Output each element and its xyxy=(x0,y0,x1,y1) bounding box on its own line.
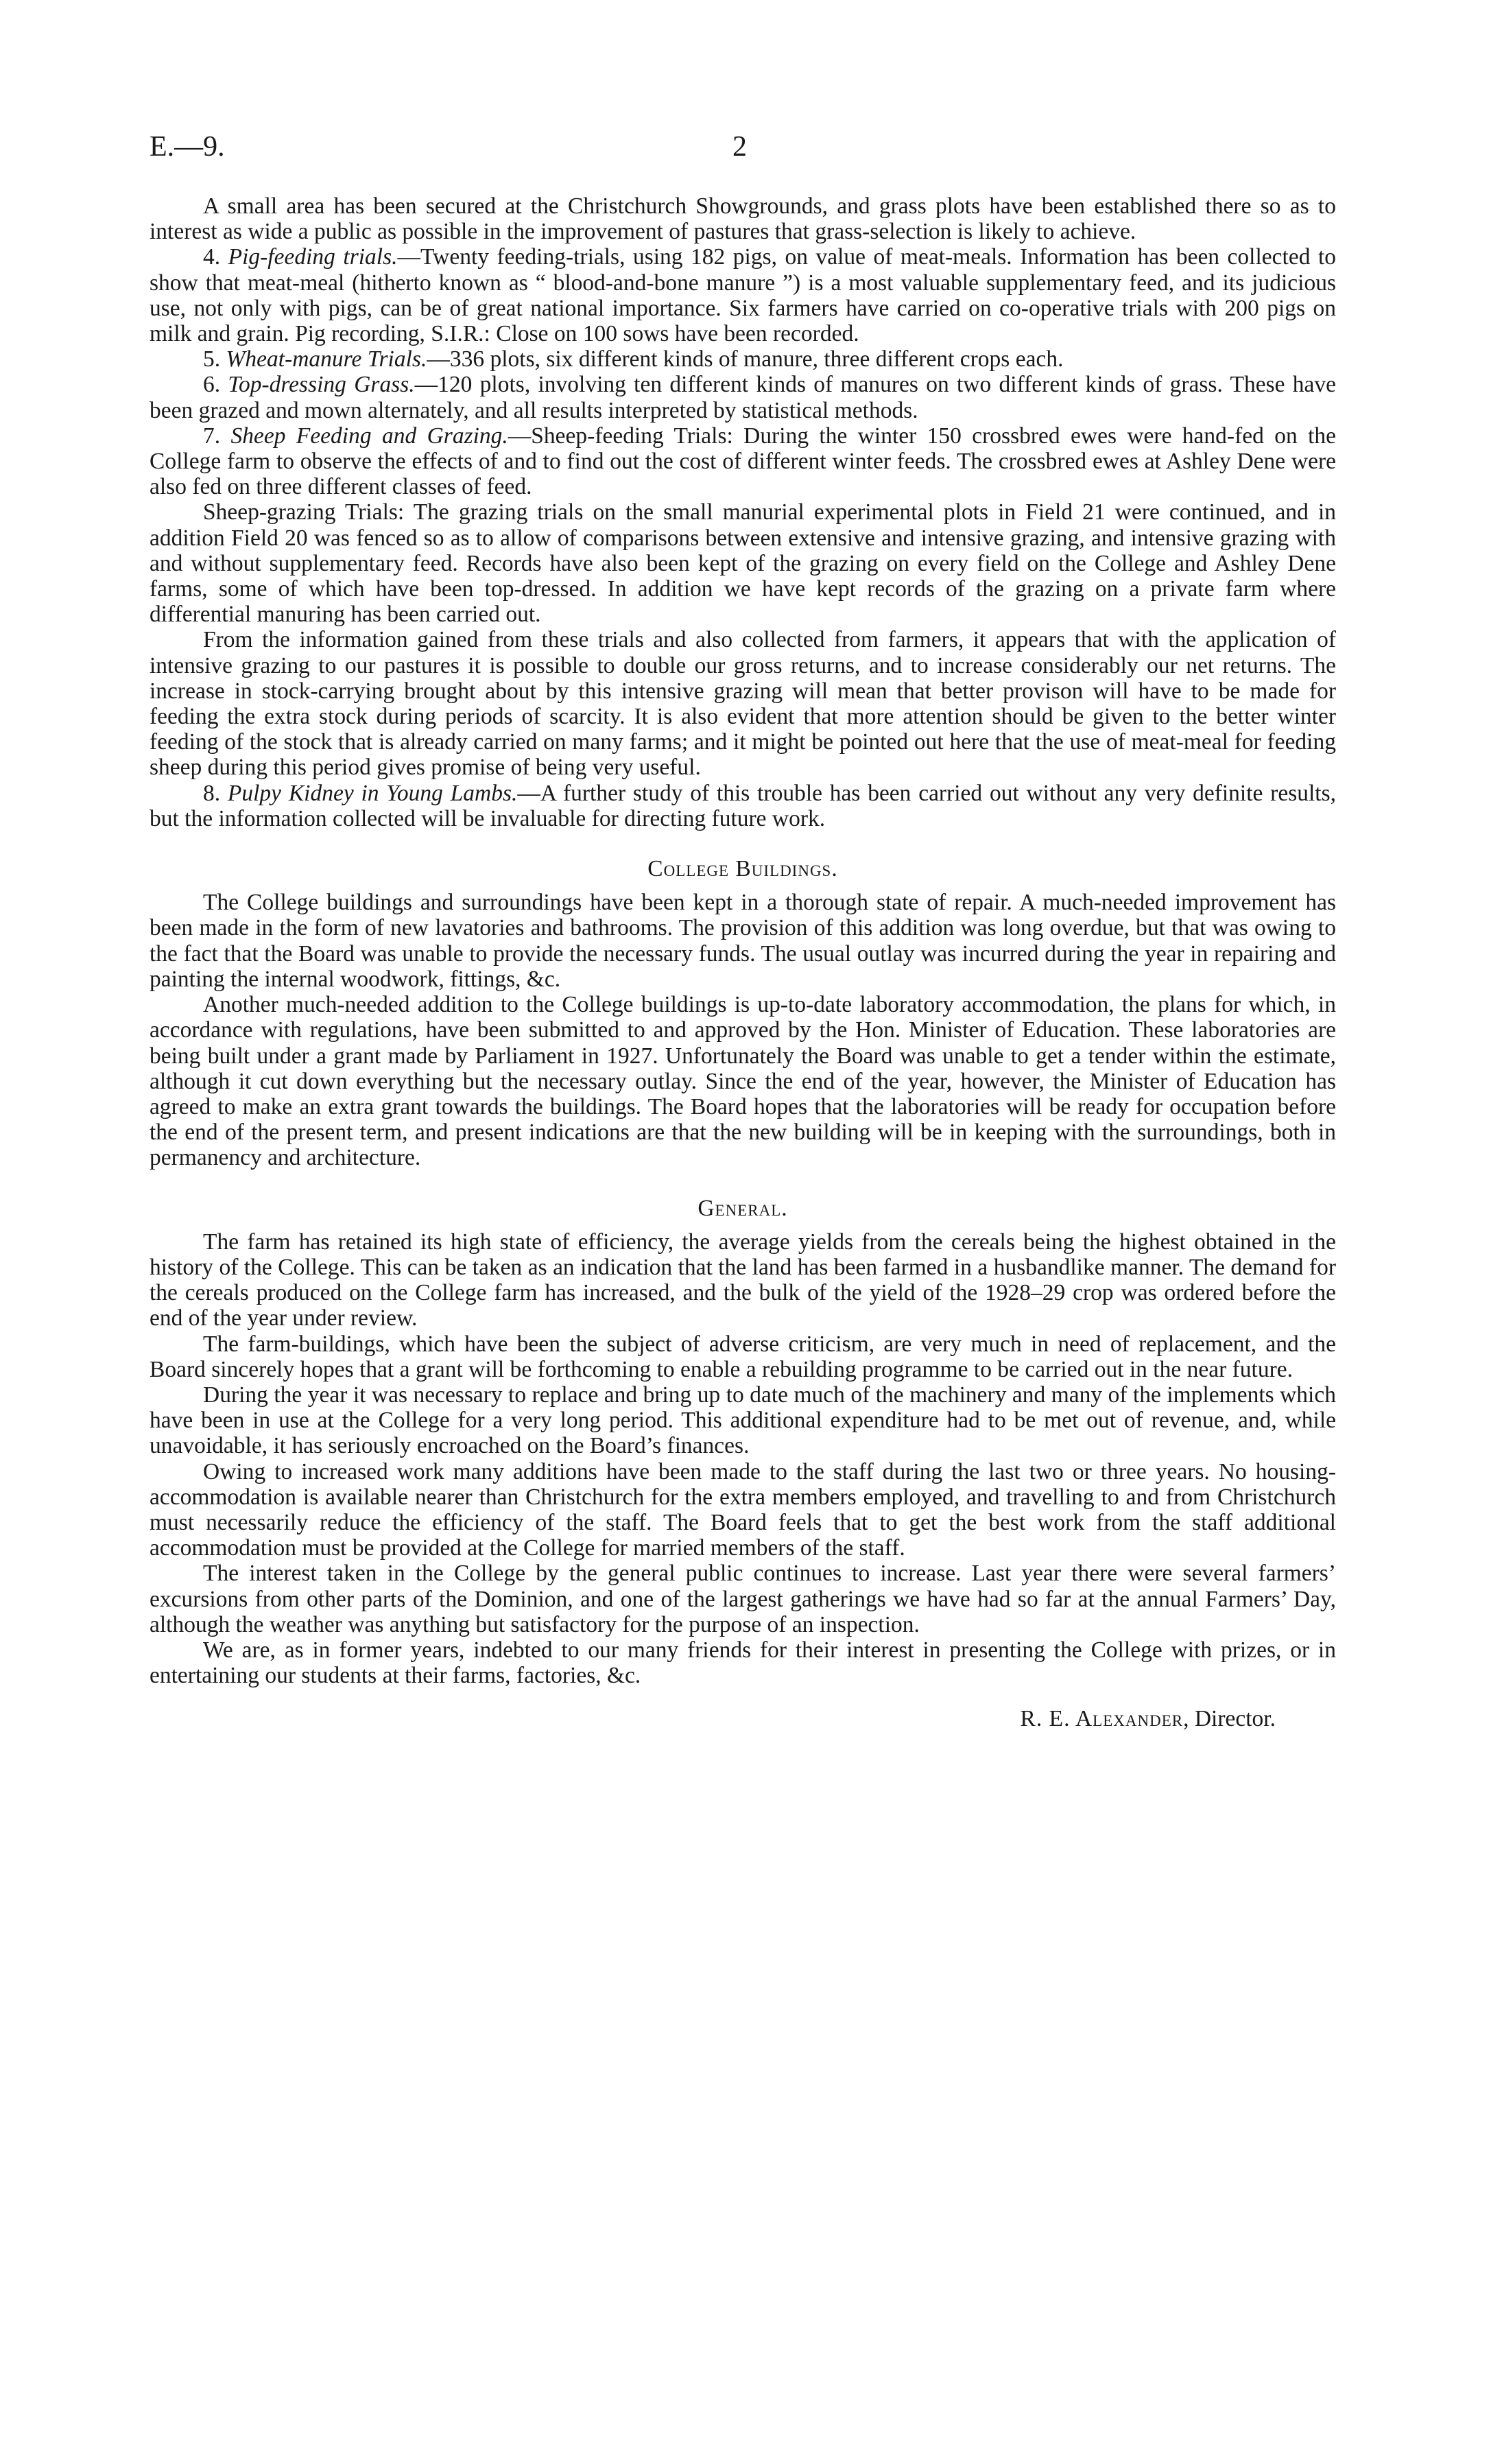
signature xyxy=(150,1706,1336,1731)
item-number: 4. xyxy=(203,244,228,270)
intro-paragraph: A small area has been secured at the Christchurch Showgrounds, and grass plots have been established there so as to interest as wide a public as possible in the improvement of pastures that grass-selection is likely to achieve. xyxy=(150,193,1336,245)
paragraph: The farm-buildings, which have been the subject of adverse criticism, are very much in need of replacement, and the Board sincerely hopes that a grant will be forthcoming to enable a rebuilding programme to be carried out in the near future. xyxy=(150,1331,1336,1382)
signatory-title: , Director. xyxy=(1183,1706,1276,1732)
item-title: Wheat-manure Trials. xyxy=(226,346,427,372)
item-text: —336 plots, six different kinds of manure, three different crops each. xyxy=(427,346,1064,372)
section-heading-general: General. xyxy=(697,1195,788,1221)
paragraph: The farm has retained its high state of efficiency, the average yields from the cereals being the highest obtained in the history of the College. This can be taken as an indication that the land has been farmed in a husbandlike manner. The demand for the cereals produced on the College farm has increased, and the bulk of the yield of the 1928–29 crop was ordered before the end of the year under review. xyxy=(150,1229,1336,1331)
paragraph: Another much-needed addition to the College buildings is up-to-date laboratory accommodation, the plans for which, in accordance with regulations, have been submitted to and approved by the Hon. Minister of Education. These laboratories are being built under a grant made by Parliament in 1927. Unfortunately the Board was unable to get a tender within the estimate, although it cut down everything but the necessary outlay. Since the end of the year, however, the Minister of Education has agreed to make an extra grant towards the buildings. The Board hopes that the laboratories will be ready for occupation before the end of the present term, and present indications are that the new building will be in keeping with the surroundings, both in permanency and architecture. xyxy=(150,992,1336,1171)
item-number: 5. xyxy=(203,346,226,372)
item-number: 8. xyxy=(203,780,228,806)
item-pulpy-kidney xyxy=(150,781,1336,831)
sheep-grazing-paragraph: Sheep-grazing Trials: The grazing trials on the small manurial experimental plots in Field 21 were continued, and in addition Field 20 was fenced so as to allow of comparisons between extensive and intensive grazing, and intensive grazing with and without supplementary feed. Records have also been kept of the grazing on every field on the College and Ashley Dene farms, some of which have been top-dressed. In addition we have kept records of the grazing on a private farm where differential manuring has been carried out. xyxy=(150,499,1336,628)
item-pig-feeding xyxy=(150,244,1336,346)
item-wheat-manure xyxy=(150,346,1336,372)
item-title: Pulpy Kidney in Young Lambs. xyxy=(227,780,518,806)
document-series-number: E.—9. xyxy=(150,131,225,163)
paragraph: We are, as in former years, indebted to our many friends for their interest in presenting the College with prizes, or in entertaining our students at their farms, factories, &c. xyxy=(150,1637,1336,1689)
information-paragraph: From the information gained from these trials and also collected from farmers, it appears that with the application of intensive grazing to our pastures it is possible to double our gross returns, and to increase considerably our net returns. The increase in stock-carrying brought about by this intensive grazing will mean that better provison will have to be made for feeding the extra stock during periods of scarcity. It is also evident that more attention should be given to the better winter feeding of the stock that is already carried on many farms; and it might be pointed out here that the use of meat-meal for feeding sheep during this period gives promise of being very useful. xyxy=(150,627,1336,781)
item-text: —Sheep-feeding Trials: During the winter 150 crossbred ewes were hand-fed on the College farm to observe the effects of and to find out the cost of different winter feeds. The crossbred ewes at Ashley Dene were also fed on three different classes of feed. xyxy=(150,423,1337,500)
paragraph: The interest taken in the College by the general public continues to increase. Last year there were several farmers’ excursions from other parts of the Dominion, and one of the largest gatherings we have had so far at the annual Farmers’ Day, although the weather was anything but satisfactory for the purpose of an inspection. xyxy=(150,1561,1336,1637)
item-number: 6. xyxy=(203,372,228,398)
item-text: —A further study of this trouble has been carried out without any very definite results, but the information collected will be invaluable for directing future work. xyxy=(150,780,1337,831)
paragraph: The College buildings and surroundings have been kept in a thorough state of repair. A much-needed improvement has been made in the form of new lavatories and bathrooms. The provision of this addition was long overdue, but that was owing to the fact that the Board was unable to provide the necessary funds. The usual outlay was incurred during the year in repairing and painting the internal woodwork, fittings, &c. xyxy=(150,890,1336,992)
item-title: Sheep Feeding and Grazing. xyxy=(230,423,508,449)
item-title: Pig-feeding trials. xyxy=(228,244,398,270)
paragraph: During the year it was necessary to replace and bring up to date much of the machinery and many of the implements which have been in use at the College for a very long period. This additional expenditure had to be met out of revenue, and, while unavoidable, it has seriously encroached on the Board’s finances. xyxy=(150,1382,1336,1459)
item-top-dressing xyxy=(150,372,1336,423)
paragraph: Owing to increased work many additions have been made to the staff during the last two or three years. No housing-accommodation is available nearer than Christchurch for the extra members employed, and travelling to and from Christchurch must necessarily reduce the efficiency of the staff. The Board feels that to get the best work from the staff additional accommodation must be provided at the College for married members of the staff. xyxy=(150,1458,1336,1561)
section-heading-college-buildings: College Buildings. xyxy=(647,856,838,882)
item-title: Top-dressing Grass. xyxy=(228,372,415,398)
item-text: —120 plots, involving ten different kinds of manures on two different kinds of grass. These have been grazed and mown alternately, and all results interpreted by statistical methods. xyxy=(150,372,1337,423)
item-number: 7. xyxy=(203,423,231,449)
signatory-name: R. E. Alexander xyxy=(1020,1706,1184,1732)
item-sheep-feeding xyxy=(150,423,1336,500)
page-header xyxy=(150,130,1343,171)
item-text: —Twenty feeding-trials, using 182 pigs, on value of meat-meals. Information has been collected to show that meat-meal (hitherto known as “ blood-and-bone manure ”) is a most valuable supplementary feed, and its judicious use, not only with pigs, can be of great national importance. Six farmers have carried on co-operative trials with 200 pigs on milk and grain. Pig recording, S.I.R.: Close on 100 sows have been recorded. xyxy=(150,244,1336,347)
page-number: 2 xyxy=(732,131,747,163)
document-body xyxy=(150,193,1336,1732)
